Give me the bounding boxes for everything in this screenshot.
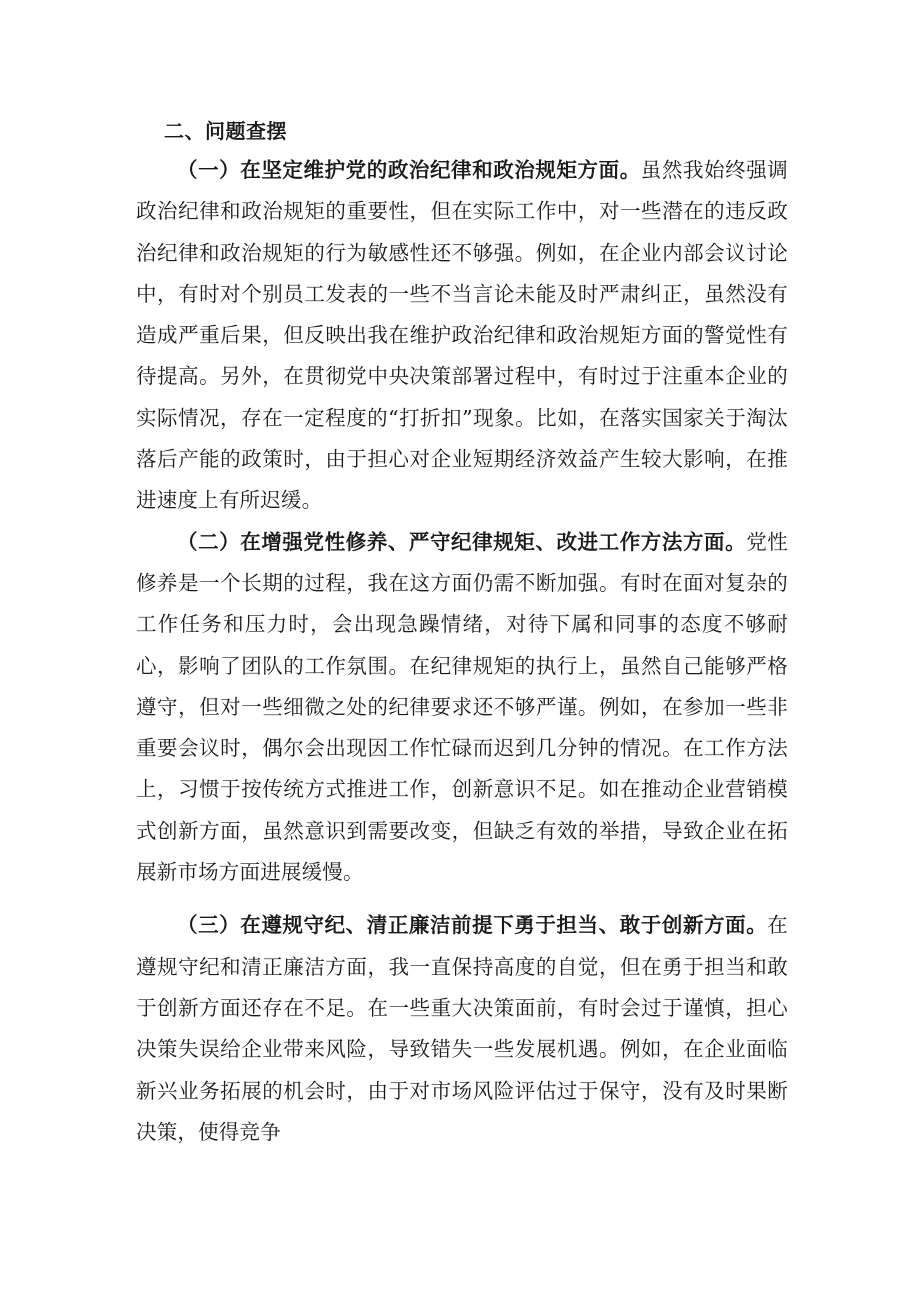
document-body (136, 112, 788, 1153)
paragraph-2-lead: （二）在增强党性修养、严守纪律规矩、改进工作方法方面。 (177, 529, 747, 554)
paragraph-2-body: 党性修养是一个长期的过程，我在这方面仍需不断加强。有时在面对复杂的工作任务和压力时，会出现急躁情绪，对待下属和同事的态度不够耐心，影响了团队的工作氛围。在纪律规矩的执行上，虽然自己能够严格遵守，但对一些细微之处的纪律要求还不够严谨。例如，在参加一些非重要会议时，偶尔会出现因工作忙碌而迟到几分钟的情况。在工作方法上，习惯于按传统方式推进工作，创新意识不足。如在推动企业营销模式创新方面，虽然意识到需要改变，但缺乏有效的举措，导致企业在拓展新市场方面进展缓慢。 (136, 529, 789, 885)
paragraph-1-lead: （一）在坚定维护党的政治纪律和政治规矩方面。 (177, 158, 641, 182)
paragraph-1 (136, 150, 788, 522)
paragraph-3-body: 在遵规守纪和清正廉洁方面，我一直保持高度的自觉，但在勇于担当和敢于创新方面还存在不足。在一些重大决策面前，有时会过于谨慎，担心决策失误给企业带来风险，导致错失一些发展机遇。例如，在企业面临新兴业务拓展的机会时，由于对市场风险评估过于保守，没有及时果断决策，使得竞争 (136, 913, 788, 1144)
paragraph-2 (136, 522, 788, 894)
paragraph-1-body: 虽然我始终强调政治纪律和政治规矩的重要性，但在实际工作中，对一些潜在的违反政治纪律和政治规矩的行为敏感性还不够强。例如，在企业内部会议讨论中，有时对个别员工发表的一些不当言论未能及时严肃纠正，虽然没有造成严重后果，但反映出我在维护政治纪律和政治规矩方面的警觉性有待提高。另外，在贯彻党中央决策部署过程中，有时过于注重本企业的实际情况，存在一定程度的“打折扣”现象。比如，在落实国家关于淘汰落后产能的政策时，由于担心对企业短期经济效益产生较大影响，在推进速度上有所迟缓。 (136, 158, 788, 513)
section-heading: 二、问题查摆 (164, 119, 287, 143)
paragraph-gap (136, 893, 788, 905)
paragraph-3 (136, 905, 788, 1153)
paragraph-3-lead: （三）在遵规守纪、清正廉洁前提下勇于担当、敢于创新方面。 (177, 913, 768, 938)
